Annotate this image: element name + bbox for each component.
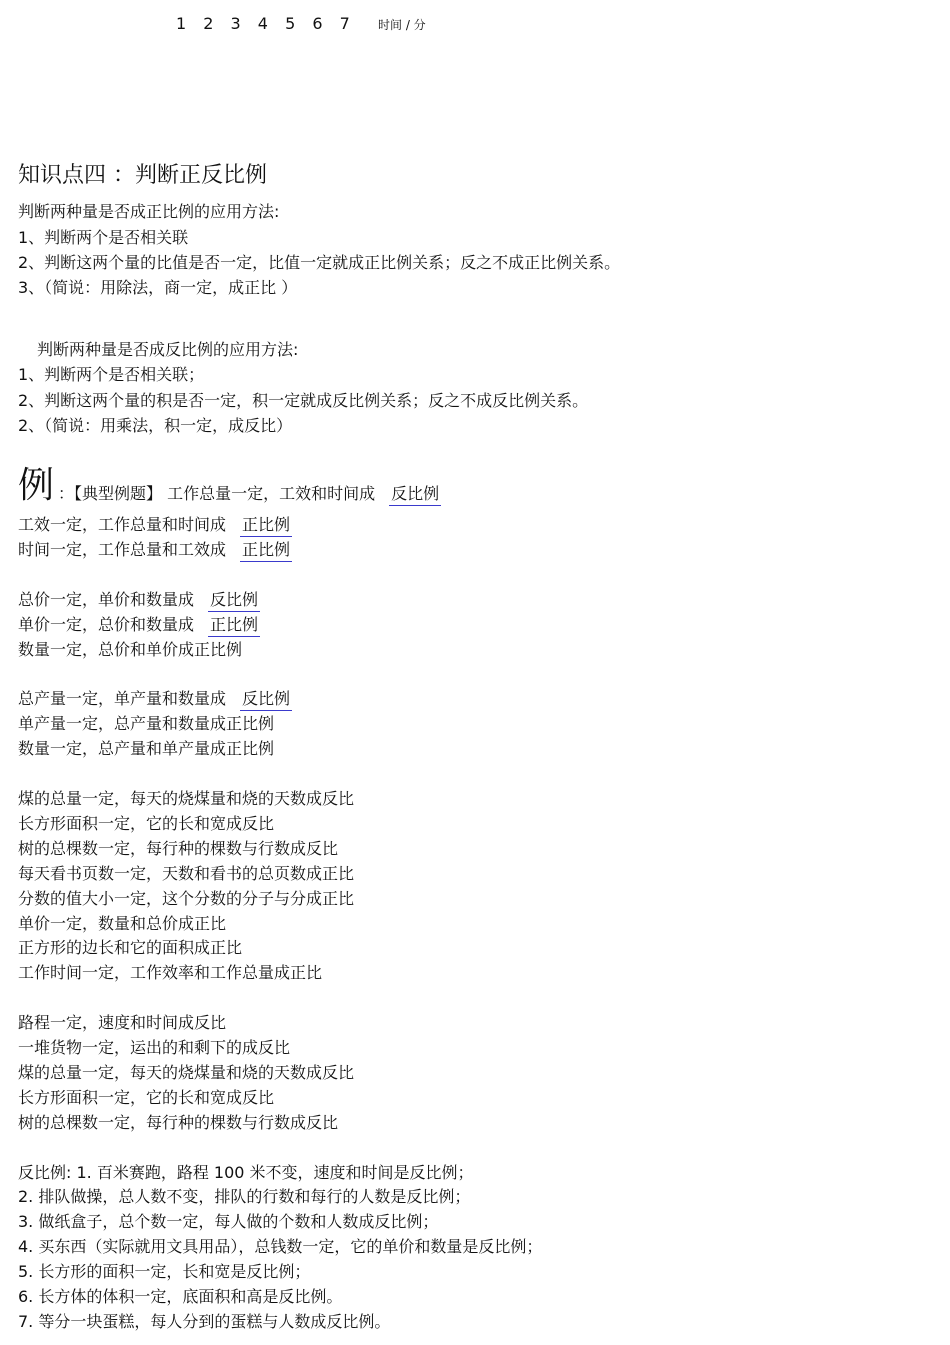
axis-numbers: 1 2 3 4 5 6 7 <box>176 14 356 33</box>
inverse-example: 3. 做纸盒子，总个数一定，每人做的个数和人数成反比例； <box>18 1212 439 1231</box>
group-a-item: 长方形面积一定，它的长和宽成反比 <box>18 814 275 833</box>
group-b-item: 煤的总量一定，每天的烧煤量和烧的天数成反比 <box>18 1063 355 1082</box>
example-prefix-text: ：【典型例题】 工作总量一定，工效和时间成 <box>58 484 376 503</box>
inverse-example: 4. 买东西（实际就用文具用品），总钱数一定，它的单价和数量是反比例； <box>18 1237 543 1256</box>
filled-line-1 <box>18 512 292 537</box>
inverse-example: 7. 等分一块蛋糕，每人分到的蛋糕与人数成反比例。 <box>18 1312 391 1331</box>
filled-answer: 正比例 <box>240 540 292 562</box>
filled-answer: 正比例 <box>208 615 260 637</box>
group-a-item: 工作时间一定，工作效率和工作总量成正比 <box>18 963 323 982</box>
inverse-step-2: 2、判断这两个量的积是否一定，积一定就成反比例关系；反之不成反比例关系。 <box>18 391 589 410</box>
filled-text: 工效一定，工作总量和时间成 <box>18 515 227 534</box>
filled-answer: 正比例 <box>240 515 292 537</box>
inverse-step-3: 2、（简说：用乘法，积一定，成反比） <box>18 416 293 435</box>
proportional-step-2: 2、判断这两个量的比值是否一定，比值一定就成正比例关系；反之不成正比例关系。 <box>18 253 621 272</box>
filled-answer: 反比例 <box>208 590 260 612</box>
proportional-heading: 判断两种量是否成正比例的应用方法: <box>18 202 280 221</box>
inverse-step-1: 1、判断两个是否相关联； <box>18 365 205 384</box>
plain-line-3: 数量一定，总产量和单产量成正比例 <box>18 739 275 758</box>
filled-line-3 <box>18 587 260 612</box>
group-a-item: 煤的总量一定，每天的烧煤量和烧的天数成反比 <box>18 789 355 808</box>
filled-line-2 <box>18 537 292 562</box>
filled-answer: 反比例 <box>240 689 292 711</box>
group-b-item: 长方形面积一定，它的长和宽成反比 <box>18 1088 275 1107</box>
example-prefix-line <box>58 481 441 506</box>
proportional-step-3: 3、（简说：用除法，商一定，成正比 ） <box>18 278 298 297</box>
inverse-example: 2. 排队做操，总人数不变，排队的行数和每行的人数是反比例； <box>18 1187 471 1206</box>
filled-text: 总价一定，单价和数量成 <box>18 590 195 609</box>
group-a-item: 正方形的边长和它的面积成正比 <box>18 938 243 957</box>
section-title: 知识点四 ：判断正反比例 <box>18 163 267 188</box>
group-a-item: 每天看书页数一定，天数和看书的总页数成正比 <box>18 864 355 883</box>
axis-unit-label: 时间 / 分 <box>378 18 426 32</box>
filled-text: 时间一定，工作总量和工效成 <box>18 540 227 559</box>
filled-line-4 <box>18 612 260 637</box>
filled-text: 总产量一定，单产量和数量成 <box>18 689 227 708</box>
group-a-item: 分数的值大小一定，这个分数的分子与分成正比 <box>18 889 355 908</box>
filled-line-5 <box>18 686 292 711</box>
filled-text: 单价一定，总价和数量成 <box>18 615 195 634</box>
proportional-step-1: 1、判断两个是否相关联 <box>18 228 189 247</box>
group-a-item: 树的总棵数一定，每行种的棵数与行数成反比 <box>18 839 339 858</box>
example-big-char: 例 <box>18 465 55 506</box>
inverse-heading: 判断两种量是否成反比例的应用方法: <box>37 340 299 359</box>
group-b-item: 树的总棵数一定，每行种的棵数与行数成反比 <box>18 1113 339 1132</box>
inverse-example: 5. 长方形的面积一定，长和宽是反比例； <box>18 1262 311 1281</box>
inverse-example: 6. 长方体的体积一定，底面积和高是反比例。 <box>18 1287 343 1306</box>
group-a-item: 单价一定，数量和总价成正比 <box>18 914 227 933</box>
example-prefix-answer: 反比例 <box>389 484 441 506</box>
inverse-example: 反比例: 1. 百米赛跑，路程 100 米不变，速度和时间是反比例； <box>18 1163 474 1182</box>
plain-line-2: 单产量一定，总产量和数量成正比例 <box>18 714 275 733</box>
plain-line-1: 数量一定，总价和单价成正比例 <box>18 640 243 659</box>
group-b-item: 一堆货物一定，运出的和剩下的成反比 <box>18 1038 291 1057</box>
group-b-item: 路程一定，速度和时间成反比 <box>18 1013 227 1032</box>
